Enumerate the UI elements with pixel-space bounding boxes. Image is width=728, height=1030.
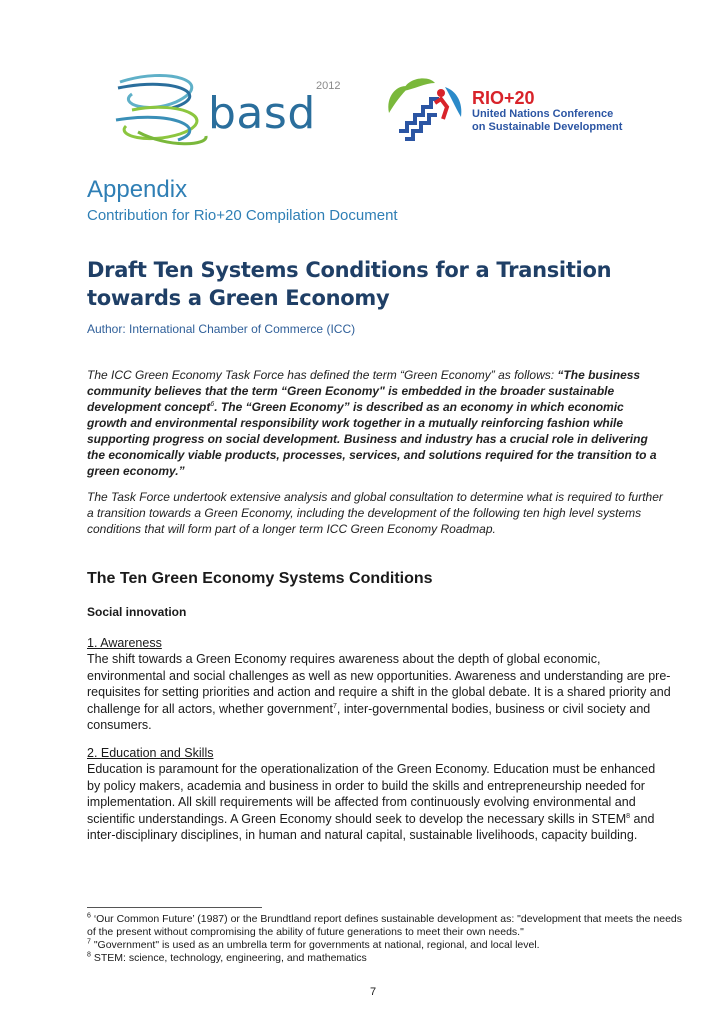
footnote-8 [87,952,687,965]
footnote-number: 6 [87,912,91,920]
page-number: 7 [370,986,377,998]
footnote-text: STEM: science, technology, engineering, and mathematics [90,952,367,964]
footnote-7 [87,939,687,952]
footnote-number: 8 [87,951,91,959]
item-text: and inter-disciplinary disciplines, in human and natural capital, sustainable livelihoods, capacity building. [87,811,655,842]
item-text: The shift towards a Green Economy requires awareness about the depth of global economic, environmental and social challenges as well as new opportunities. Awareness and understanding are pre-requisites for setting priorities and action and require a shift in the global debate. It is a shared priority and challenge for all actors, whether government [87,652,671,716]
intro-definition-a: “The business community believes that the term “Green Economy" is embedded in the broader sustainable development concept [87,368,641,414]
author-line: Author: International Chamber of Commerce (ICC) [87,322,356,336]
footnotes [87,913,687,965]
intro-definition-b: . The “Green Economy” is described as an economy in which economic growth and environmental responsibility work together in a mutually reinforcing fashion while supporting progress on social development. Business and industry has a crucial role in delivering the economically viable products, processes, services, and solutions required for the transition to a green economy.” [87,400,657,478]
basd-year: 2012 [316,80,341,92]
item-heading-awareness: 1. Awareness [87,636,162,650]
footnote-text: "Government" is used as an umbrella term for governments at national, regional, and local level. [90,939,540,951]
intro-paragraph-2: The Task Force undertook extensive analysis and global consultation to determine what is required to further a transition towards a Green Economy, including the development of the following ten high level systems conditions that will form part of a longer term ICC Green Economy Roadmap. [87,490,663,536]
item-body-awareness [87,651,671,734]
section-subhead: Social innovation [87,605,187,619]
footnote-divider [87,907,262,908]
basd-wordmark: basd [208,88,316,139]
footnote-6 [87,913,687,939]
footnote-ref-8: 8 [626,812,631,820]
rio20-title: RIO+20 [472,88,535,108]
item-heading-education: 2. Education and Skills [87,746,214,760]
contribution-subheading: Contribution for Rio+20 Compilation Document [87,207,398,224]
rio20-subtitle [472,108,622,134]
item-body-education [87,761,671,844]
footnote-text: ‘Our Common Future’ (1987) or the Brundtland report defines sustainable development as: "development that meets the needs of the present without compromising the ability of future generations to meet their own needs." [87,913,682,938]
footnote-ref-7: 7 [332,702,337,710]
intro-paragraph-1 [87,367,667,479]
section-title: The Ten Green Economy Systems Conditions [87,570,433,587]
appendix-heading: Appendix [87,176,188,203]
item-text: , inter-governmental bodies, business or civil society and consumers. [87,701,651,732]
rio20-emblem-logo [385,73,465,153]
footnote-number: 7 [87,938,91,946]
footnote-ref-6: 6 [210,401,215,408]
intro-lead: The ICC Green Economy Task Force has defined the term “Green Economy” as follows: [87,368,558,382]
document-title: Draft Ten Systems Conditions for a Transition towards a Green Economy [87,258,612,310]
rio20-subtitle-line1: United Nations Conference [472,108,614,120]
rio20-subtitle-line2: on Sustainable Development [472,121,623,133]
item-text: Education is paramount for the operationalization of the Green Economy. Education must be enhanced by policy makers, academia and business in order to build the skills and entrepreneurship needed for implementation. All skill requirements will be affected from continuously evolving environmental and scientific understandings. A Green Economy should seek to develop the necessary skills in STEM [87,762,656,826]
